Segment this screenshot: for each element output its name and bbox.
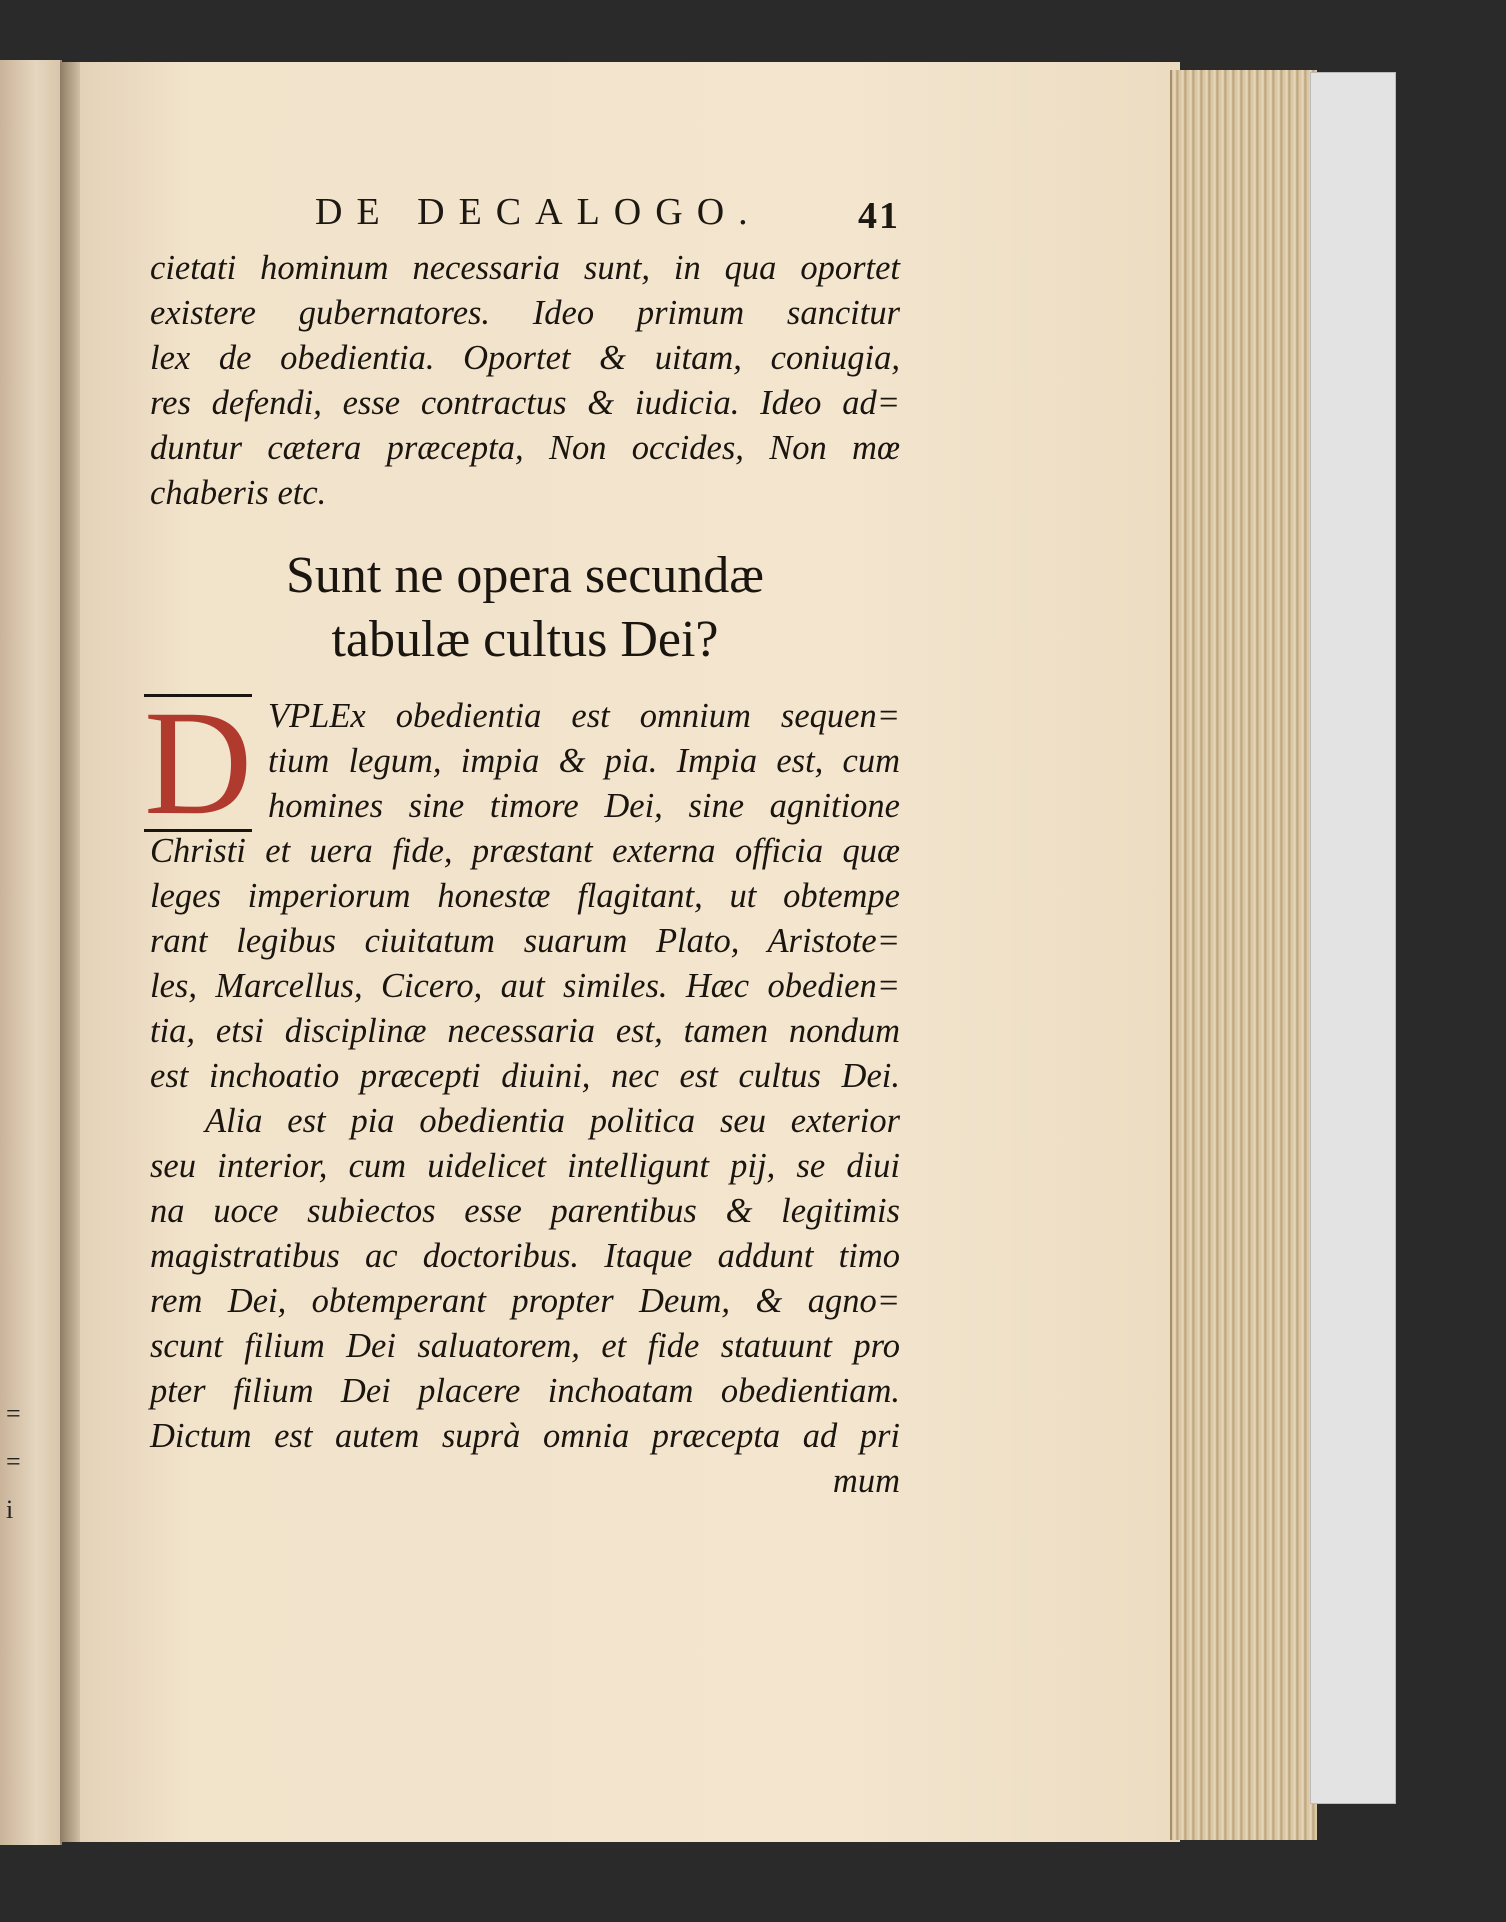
text-line: Christi et uera fide, præstant externa officia quæ (150, 832, 900, 870)
page-number: 41 (858, 195, 900, 237)
text-line: est inchoatio præcepti diuini, nec est cultus Dei. (150, 1057, 900, 1095)
left-page-fragments (6, 1390, 21, 1534)
text-line: lex de obedientia. Oportet & uitam, coniugia, (150, 339, 900, 377)
text-line: Dictum est autem suprà omnia præcepta ad pri (150, 1417, 900, 1455)
text-line: duntur cætera præcepta, Non occides, Non mœ (150, 429, 900, 467)
drop-cap: D (144, 680, 253, 846)
text-line: na uoce subiectos esse parentibus & legitimis (150, 1192, 900, 1230)
text-line: tia, etsi disciplinæ necessaria est, tamen nondum (150, 1012, 900, 1050)
text-line: res defendi, esse contractus & iudicia. Ideo ad= (150, 384, 900, 422)
section-heading (150, 544, 900, 672)
page-edges (1170, 70, 1317, 1840)
running-head (150, 190, 900, 246)
text-line: homines sine timore Dei, sine agnitione (268, 787, 900, 825)
backing-card (1310, 72, 1396, 1804)
text-line: les, Marcellus, Cicero, aut similes. Hæc obedien= (150, 967, 900, 1005)
catchword: mum (832, 1462, 900, 1500)
left-fragment: = (6, 1447, 21, 1476)
left-fragment: i (6, 1495, 14, 1524)
paragraph-2 (144, 680, 900, 1099)
text-line: rant legibus ciuitatum suarum Plato, Aristote= (150, 922, 900, 960)
text-line: rem Dei, obtemperant propter Deum, & agno= (150, 1282, 900, 1320)
text-line: cietati hominum necessaria sunt, in qua oportet (150, 249, 900, 287)
heading-line: tabulæ cultus Dei? (331, 611, 719, 668)
paragraph-1 (150, 246, 900, 516)
left-page-edge (0, 60, 62, 1845)
text-line: chaberis etc. (150, 474, 327, 512)
text-block (144, 190, 900, 1504)
text-line: seu interior, cum uidelicet intelligunt pij, se diui (150, 1147, 900, 1185)
text-line: VPLEx obedientia est omnium sequen= (268, 697, 900, 735)
text-line: scunt filium Dei saluatorem, et fide statuunt pro (150, 1327, 900, 1365)
text-line: leges imperiorum honestæ flagitant, ut obtempe (150, 877, 900, 915)
left-fragment: = (6, 1399, 21, 1428)
running-head-title: DE DECALOGO. (315, 191, 762, 233)
text-line: Alia est pia obedientia politica seu exterior (205, 1102, 900, 1140)
heading-line: Sunt ne opera secundæ (285, 547, 764, 604)
book-gutter (60, 62, 82, 1842)
text-line: pter filium Dei placere inchoatam obedientiam. (150, 1372, 900, 1410)
text-line: magistratibus ac doctoribus. Itaque addunt timo (150, 1237, 900, 1275)
paragraph-3 (150, 1099, 900, 1504)
text-line: existere gubernatores. Ideo primum sancitur (150, 294, 900, 332)
text-line: tium legum, impia & pia. Impia est, cum (268, 742, 900, 780)
